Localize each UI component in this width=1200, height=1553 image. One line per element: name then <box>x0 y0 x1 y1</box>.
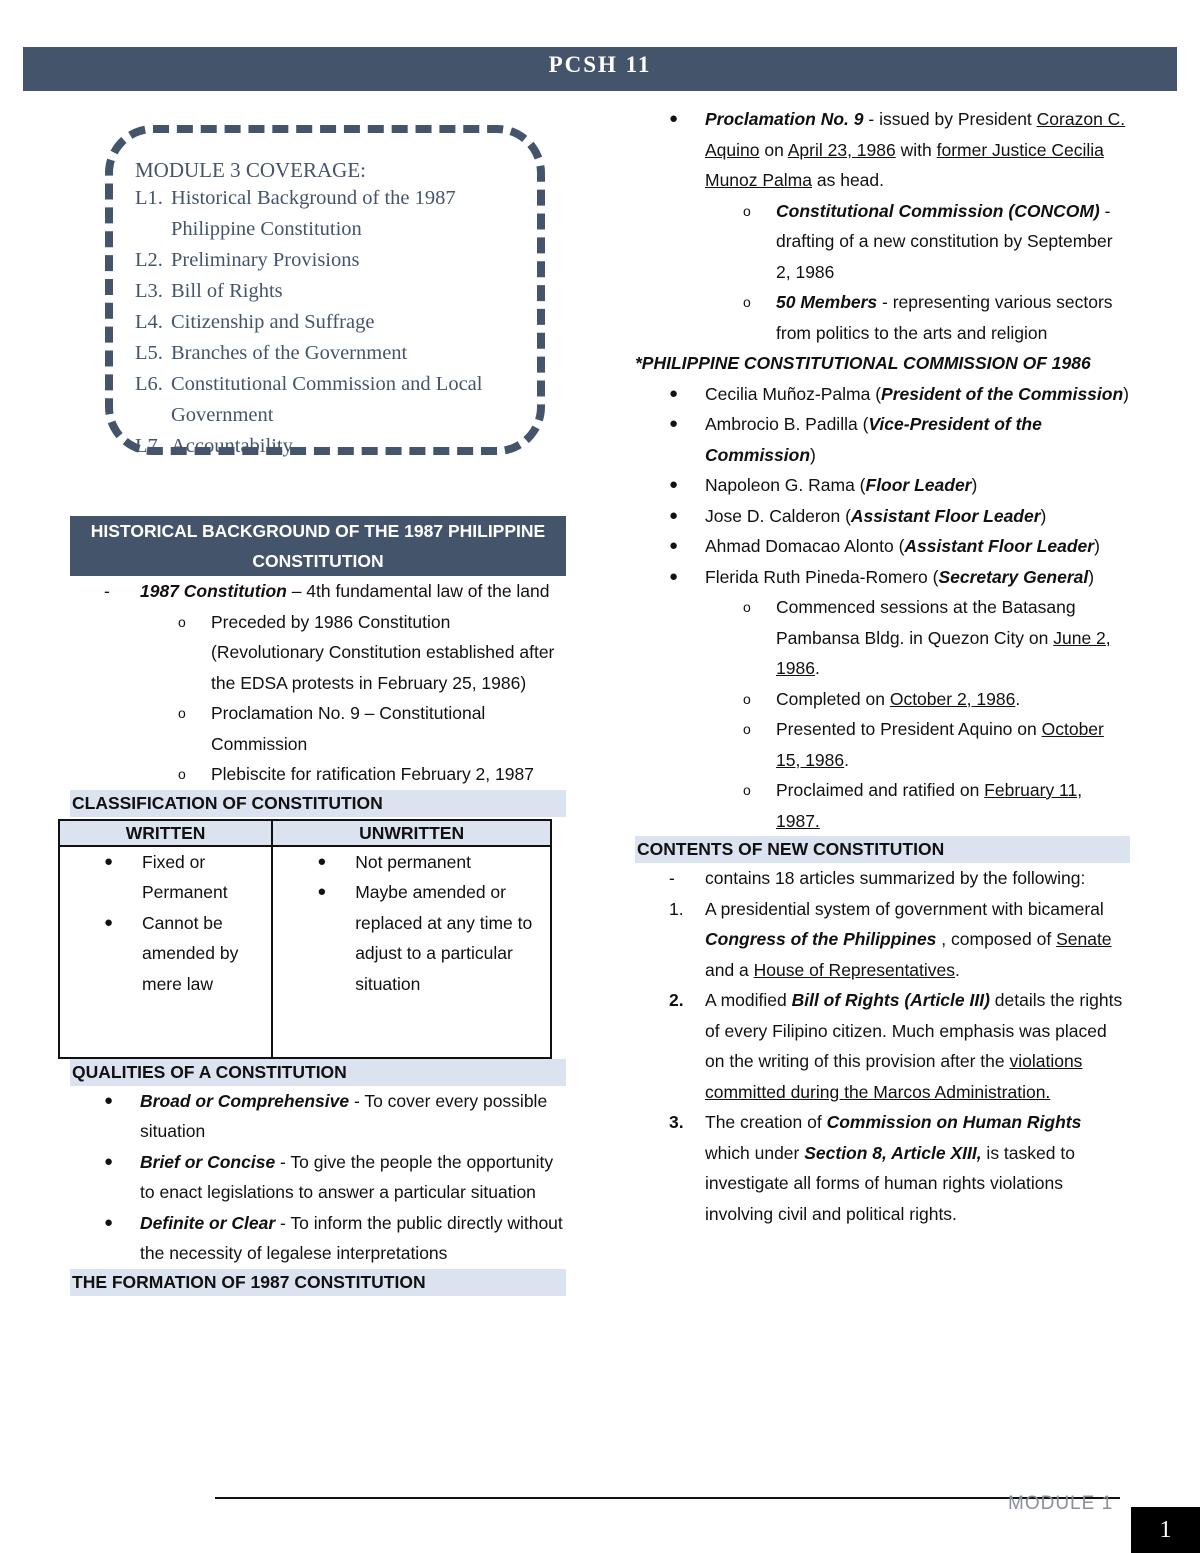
list-item: ● Ambrocio B. Padilla (Vice-President of the Commission) <box>635 409 1130 470</box>
coverage-title: MODULE 3 COVERAGE: <box>135 158 366 182</box>
list-item: ● Definite or Clear - To inform the public directly without the necessity of legalese interpretations <box>70 1208 566 1269</box>
list-item: o Completed on October 2, 1986. <box>635 684 1130 715</box>
table-cell <box>272 846 551 1058</box>
circle-bullet-icon: o <box>743 599 751 615</box>
list-item: ● Flerida Ruth Pineda-Romero (Secretary General) <box>635 562 1130 593</box>
circle-bullet-icon: o <box>178 613 186 630</box>
list-item: o Constitutional Commission (CONCOM) - drafting of a new constitution by September 2, 1986 <box>635 196 1130 288</box>
circle-bullet-icon: o <box>178 705 186 721</box>
list-item: ● Cecilia Muñoz-Palma (President of the Commission) <box>635 379 1130 410</box>
list-item: - 1987 Constitution – 4th fundamental law of the land <box>70 576 566 607</box>
list-item: ● Brief or Concise - To give the people the opportunity to enact legislations to answer a particular situation <box>70 1147 566 1208</box>
bullet-icon: ● <box>669 567 679 585</box>
bullet-icon: ● <box>104 852 114 870</box>
table-cell <box>59 846 272 1058</box>
circle-bullet-icon: o <box>743 690 751 707</box>
list-item: ● Maybe amended or replaced at any time to adjust to a particular situation <box>273 877 550 999</box>
bullet-icon: ● <box>104 1091 114 1109</box>
list-item: 1. A presidential system of government with bicameral Congress of the Philippines , composed of Senate and a House of Representatives. <box>669 898 1112 980</box>
bullet-icon: ● <box>669 506 679 524</box>
list-item: ● Not permanent <box>273 847 550 878</box>
dash-marker: - <box>669 868 675 888</box>
bullet-icon: ● <box>669 384 679 402</box>
list-item: ● Fixed or Permanent <box>60 847 271 908</box>
list-item: o 50 Members - representing various sectors from politics to the arts and religion <box>635 287 1130 348</box>
coverage-item: L7. Accountability <box>135 435 293 457</box>
coverage-item: L2. Preliminary Provisions <box>135 249 360 271</box>
bullet-icon: ● <box>669 476 679 493</box>
section-heading: HISTORICAL BACKGROUND OF THE 1987 PHILIPPINE CONSTITUTION <box>70 516 566 576</box>
bullet-icon: ● <box>317 883 327 900</box>
dash-marker: - <box>104 581 110 601</box>
list-item: ● Ahmad Domacao Alonto (Assistant Floor Leader) <box>635 531 1130 562</box>
band-heading: QUALITIES OF A CONSTITUTION <box>70 1059 566 1086</box>
list-item: 3. The creation of Commission on Human Rights which under Section 8, Article XIII, is tasked to investigate all forms of human rights violations involving civil and political rights. <box>669 1112 1082 1224</box>
list-item: ● Cannot be amended by mere law <box>60 908 271 1000</box>
classification-table <box>58 819 552 1059</box>
bullet-icon: ● <box>104 1213 114 1231</box>
list-item: ● Broad or Comprehensive - To cover every possible situation <box>70 1086 566 1147</box>
circle-bullet-icon: o <box>743 782 751 798</box>
bullet-icon: ● <box>669 415 679 432</box>
bullet-icon: ● <box>669 537 679 554</box>
module-coverage-box <box>105 125 545 455</box>
coverage-item: L1. Historical Background of the 1987 Philippine Constitution <box>135 187 456 240</box>
bullet-icon: ● <box>669 110 679 127</box>
list-item: o Proclamation No. 9 – Constitutional Commission <box>70 698 566 759</box>
band-heading: CONTENTS OF NEW CONSTITUTION <box>635 836 1130 863</box>
circle-bullet-icon: o <box>178 766 186 782</box>
list-item: ● Proclamation No. 9 - issued by President Corazon C. Aquino on April 23, 1986 with former Justice Cecilia Munoz Palma as head. <box>635 104 1130 196</box>
coverage-item: L4. Citizenship and Suffrage <box>135 311 375 333</box>
list-item: ● Jose D. Calderon (Assistant Floor Leader) <box>635 501 1130 532</box>
band-heading: CLASSIFICATION OF CONSTITUTION <box>70 790 566 817</box>
circle-bullet-icon: o <box>743 202 751 219</box>
bullet-icon: ● <box>104 1152 114 1170</box>
band-heading: THE FORMATION OF 1987 CONSTITUTION <box>70 1269 566 1296</box>
bullet-icon: ● <box>317 852 327 870</box>
commission-heading: *PHILIPPINE CONSTITUTIONAL COMMISSION OF 1986 <box>635 353 1091 373</box>
page-number: 1 <box>1131 1507 1200 1553</box>
list-item: o Commenced sessions at the Batasang Pambansa Bldg. in Quezon City on June 2, 1986. <box>635 592 1130 684</box>
list-item: o Plebiscite for ratification February 2, 1987 <box>70 759 566 790</box>
list-item: - contains 18 articles summarized by the following: <box>635 863 1130 894</box>
coverage-item: L3. Bill of Rights <box>135 280 283 302</box>
coverage-item: L6. Constitutional Commission and Local Government <box>135 373 483 426</box>
list-item: o Proclaimed and ratified on February 11, 1987. <box>635 775 1130 836</box>
list-item: o Presented to President Aquino on October 15, 1986. <box>635 714 1130 775</box>
left-column <box>70 510 566 1296</box>
right-column <box>635 104 1130 1229</box>
circle-bullet-icon: o <box>743 721 751 737</box>
circle-bullet-icon: o <box>743 294 751 310</box>
coverage-item: L5. Branches of the Government <box>135 342 408 364</box>
footer-module-label: MODULE 1 <box>1008 1493 1114 1514</box>
table-header-unwritten: UNWRITTEN <box>272 820 551 846</box>
list-item: 2. A modified Bill of Rights (Article III) details the rights of every Filipino citizen. Much emphasis was placed on the writing of this provision after the violations committed during the Marcos Administration. <box>669 990 1123 1102</box>
list-item: ● Napoleon G. Rama (Floor Leader) <box>635 470 1130 501</box>
page-header <box>23 47 1177 91</box>
table-header-written: WRITTEN <box>59 820 272 846</box>
bullet-icon: ● <box>104 913 114 931</box>
footer-rule <box>215 1497 1120 1499</box>
course-title: PCSH 11 <box>548 52 652 77</box>
list-item: o Preceded by 1986 Constitution (Revolutionary Constitution established after the EDSA protests in February 25, 1986) <box>70 607 566 699</box>
